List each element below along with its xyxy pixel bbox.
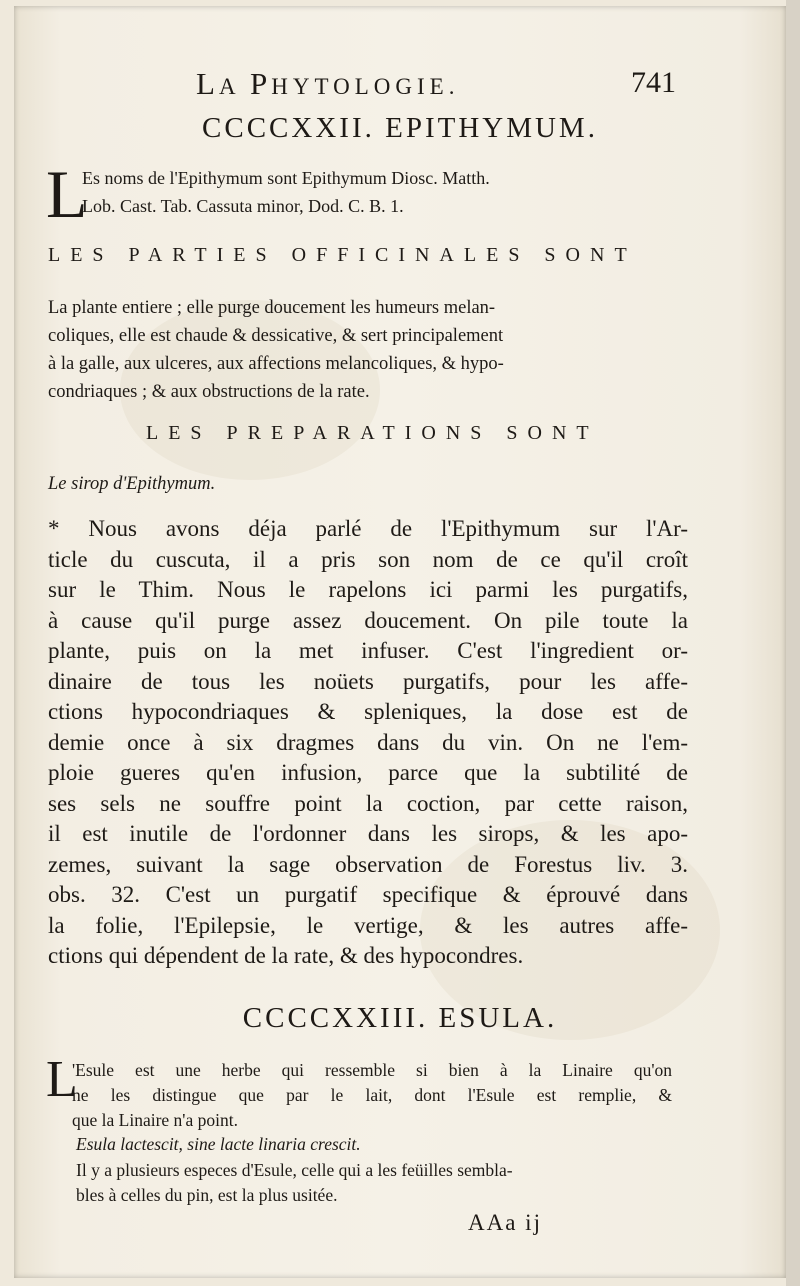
preparations-heading: LES PREPARATIONS SONT xyxy=(146,422,599,444)
running-title: LA PHYTOLOGIE. xyxy=(196,66,460,101)
preparation-item: Le sirop d'Epithymum. xyxy=(48,474,216,494)
esula-species: Il y a plusieurs especes d'Esule, celle qui a les feüilles sembla- bles à celles du pin, est la plus usitée. xyxy=(76,1160,513,1205)
esula-intro: 'Esule est une herbe qui ressemble si bien à la Linaire qu'on ne les distingue que par le lait, dont l'Esule est remplie, & que la Linaire n'a point. xyxy=(72,1060,672,1130)
latin-proverb: Esula lactescit, sine lacte linaria crescit. xyxy=(76,1134,361,1154)
section-heading-epithymum: CCCCXXII. EPITHYMUM. xyxy=(202,112,598,144)
drop-cap: L xyxy=(46,156,88,232)
page-edge xyxy=(786,0,800,1286)
running-head xyxy=(196,66,676,106)
epithymum-note: * Nous avons déja parlé de l'Epithymum sur l'Ar- ticle du cuscuta, il a pris son nom de ce qu'il croît sur le Thim. Nous le rapelons ici parmi les purgatifs, à cause qu'il purge assez doucement. On pile toute la plante, puis on la met infuser. C'est l'ingredient or- dinaire de tous les noüets purgatifs, pour les affe- ctions hypocondriaques & spleniques, la dose est de demie once à six dragmes dans du vin. On ne l'em- ploie gueres qu'en infusion, parce que la subtilité de ses sels ne souffre point la coction, par cette raison, il est inutile de l'ordonner dans les sirops, & les apo- zemes, suivant la sage observation de Forestus liv. 3. obs. 32. C'est un purgatif specifique & éprouvé dans la folie, l'Epilepsie, le vertige, & les autres affe- ctions qui dépendent de la rate, & des hypocondres. xyxy=(48,516,688,968)
section-heading-esula: CCCCXXIII. ESULA. xyxy=(242,1002,558,1034)
drop-cap: L xyxy=(46,1051,78,1108)
officinal-heading: LES PARTIES OFFICINALES SONT xyxy=(48,244,637,266)
signature-mark: AAa ij xyxy=(468,1210,542,1235)
officinal-text: La plante entiere ; elle purge doucement les humeurs melan- coliques, elle est chaude & dessicative, & sert principalement à la galle, aux ulceres, aux affections melancoliques, & hypo- condriaques ; & aux obstructions de la rate. xyxy=(48,298,504,402)
page-number: 741 xyxy=(631,66,676,99)
epithymum-intro: Es noms de l'Epithymum sont Epithymum Diosc. Matth. Lob. Cast. Tab. Cassuta minor, Dod. C. B. 1. xyxy=(82,168,490,216)
